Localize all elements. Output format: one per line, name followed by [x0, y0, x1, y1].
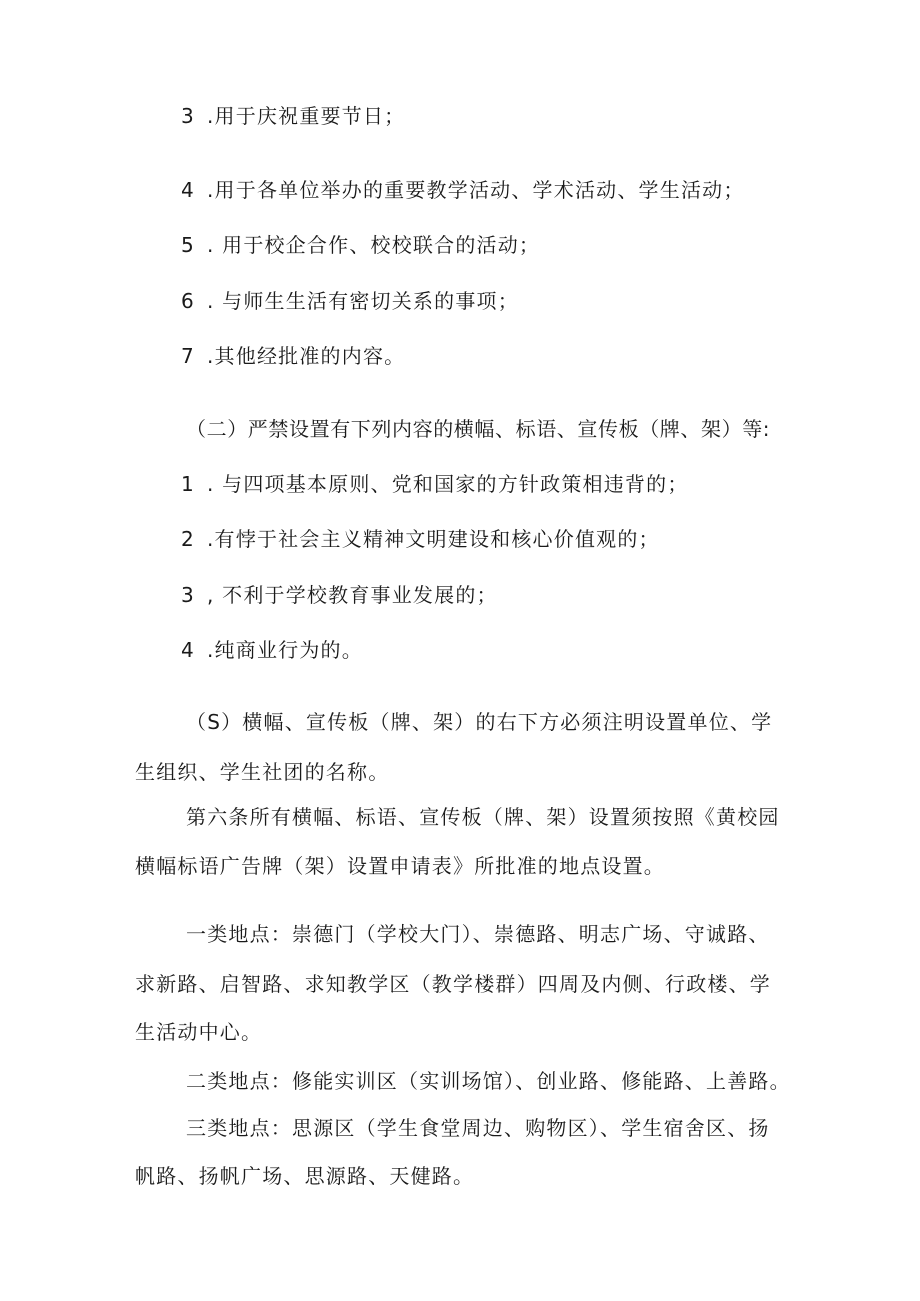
item-number: 6: [181, 289, 195, 313]
paragraph-line: 生组织、学生社团的名称。: [135, 760, 390, 784]
paragraph-line: 横幅标语广告牌（架）设置申请表》所批准的地点设置。: [135, 854, 665, 878]
item-number: 5: [181, 233, 195, 257]
list-item: [181, 231, 540, 259]
list-item: [181, 287, 519, 315]
list-item: [181, 470, 689, 498]
item-text: .用于各单位举办的重要教学活动、学术活动、学生活动；: [207, 178, 745, 202]
list-item: [181, 176, 745, 204]
item-text: . 与四项基本原则、党和国家的方针政策相违背的；: [207, 472, 689, 496]
item-number: 1: [181, 472, 195, 496]
item-text: .有悖于社会主义精神文明建设和核心价值观的；: [207, 527, 660, 551]
list-item: [181, 342, 405, 370]
paragraph-line: 生活动中心。: [135, 1020, 263, 1044]
item-text: . 与师生生活有密切关系的事项；: [207, 289, 519, 313]
paragraph-line: 帆路、扬帆广场、思源路、天健路。: [135, 1164, 475, 1188]
section-heading: （二）严禁设置有下列内容的横幅、标语、宣传板（牌、架）等:: [186, 417, 771, 441]
item-text: . 用于校企合作、校校联合的活动；: [207, 233, 541, 257]
list-item: [181, 636, 363, 664]
item-text: .用于庆祝重要节日；: [207, 104, 406, 128]
paragraph-line: 第六条所有横幅、标语、宣传板（牌、架）设置须按照《黄校园: [186, 805, 780, 829]
list-item: [181, 102, 405, 130]
item-number: 4: [181, 178, 195, 202]
item-number: 7: [181, 344, 195, 368]
list-item: [181, 581, 498, 609]
item-text: .纯商业行为的。: [207, 638, 363, 662]
item-number: 2: [181, 527, 195, 551]
list-item: [181, 525, 660, 553]
item-text: , 不利于学校教育事业发展的；: [207, 583, 498, 607]
paragraph-line: 三类地点：思源区（学生食堂周边、购物区）、学生宿舍区、扬: [186, 1116, 770, 1140]
item-number: 3: [181, 104, 195, 128]
item-text: .其他经批准的内容。: [207, 344, 406, 368]
paragraph-line: 一类地点：崇德门（学校大门）、崇德路、明志广场、守诚路、: [186, 922, 770, 946]
paragraph-line: 求新路、启智路、求知教学区（教学楼群）四周及内侧、行政楼、学: [135, 972, 771, 996]
item-number: 4: [181, 638, 195, 662]
paragraph-line: （S）横幅、宣传板（牌、架）的右下方必须注明设置单位、学: [186, 710, 773, 734]
item-number: 3: [181, 583, 195, 607]
paragraph-line: 二类地点：修能实训区（实训场馆）、创业路、修能路、上善路。: [186, 1069, 791, 1093]
